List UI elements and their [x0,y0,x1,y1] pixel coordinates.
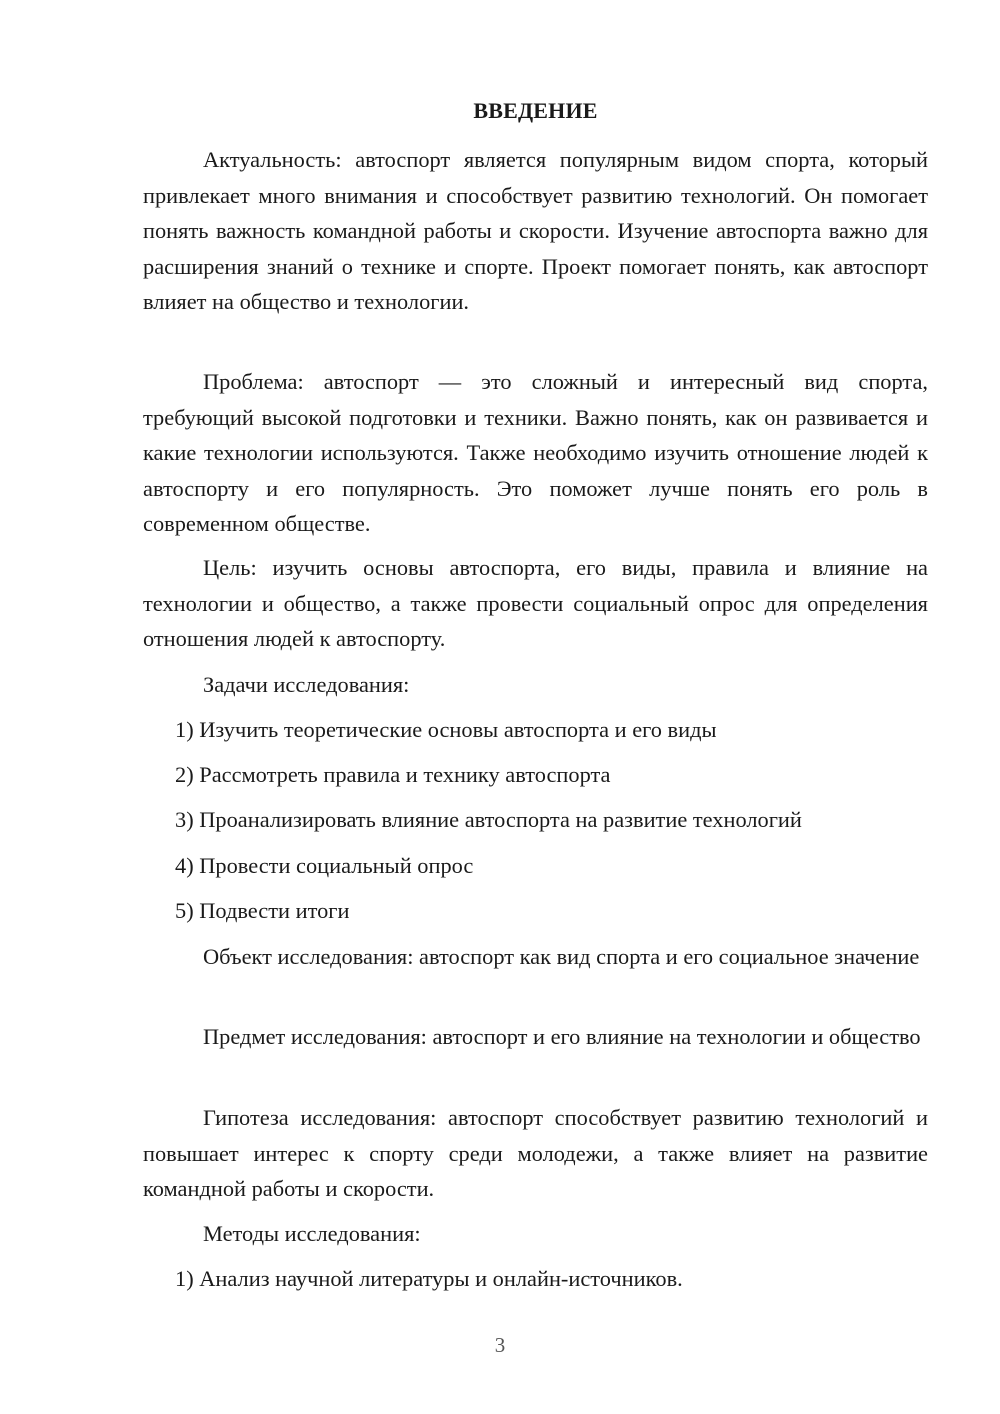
task-item-3: 3) Проанализировать влияние автоспорта на развитие технологий [175,807,802,832]
task-item-2: 2) Рассмотреть правила и технику автоспорта [175,762,611,787]
paragraph-object: Объект исследования: автоспорт как вид спорта и его социальное значение [203,944,920,969]
paragraph-subject: Предмет исследования: автоспорт и его влияние на технологии и общество [203,1024,921,1049]
paragraph-problem: Проблема: автоспорт — это сложный и интересный вид спорта, требующий высокой подготовки и техники. Важно понять, как он развивается и какие технологии используются. Также необходимо изучить отношение людей к автоспорту и его популярность. Это поможет лучше понять его роль в современном обществе. [143,369,928,537]
paragraph-relevance: Актуальность: автоспорт является популярным видом спорта, который привлекает много внимания и способствует развитию технологий. Он помогает понять важность командной работы и скорости. Изучение автоспорта важно для расширения знаний о технике и спорте. Проект помогает понять, как автоспорт влияет на общество и технологии. [143,147,928,315]
task-item-5: 5) Подвести итоги [175,898,350,923]
task-item-4: 4) Провести социальный опрос [175,853,474,878]
method-item-1: 1) Анализ научной литературы и онлайн-источников. [175,1266,683,1291]
tasks-title: Задачи исследования: [203,672,410,697]
paragraph-goal: Цель: изучить основы автоспорта, его виды, правила и влияние на технологии и общество, а также провести социальный опрос для определения отношения людей к автоспорту. [143,555,928,652]
methods-title: Методы исследования: [203,1221,421,1246]
page-number: 3 [494,1333,506,1357]
paragraph-hypothesis: Гипотеза исследования: автоспорт способствует развитию технологий и повышает интерес к спорту среди молодежи, а также влияет на развитие командной работы и скорости. [143,1105,928,1202]
task-item-1: 1) Изучить теоретические основы автоспорта и его виды [175,717,717,742]
page-title: ВВЕДЕНИЕ [473,98,598,123]
